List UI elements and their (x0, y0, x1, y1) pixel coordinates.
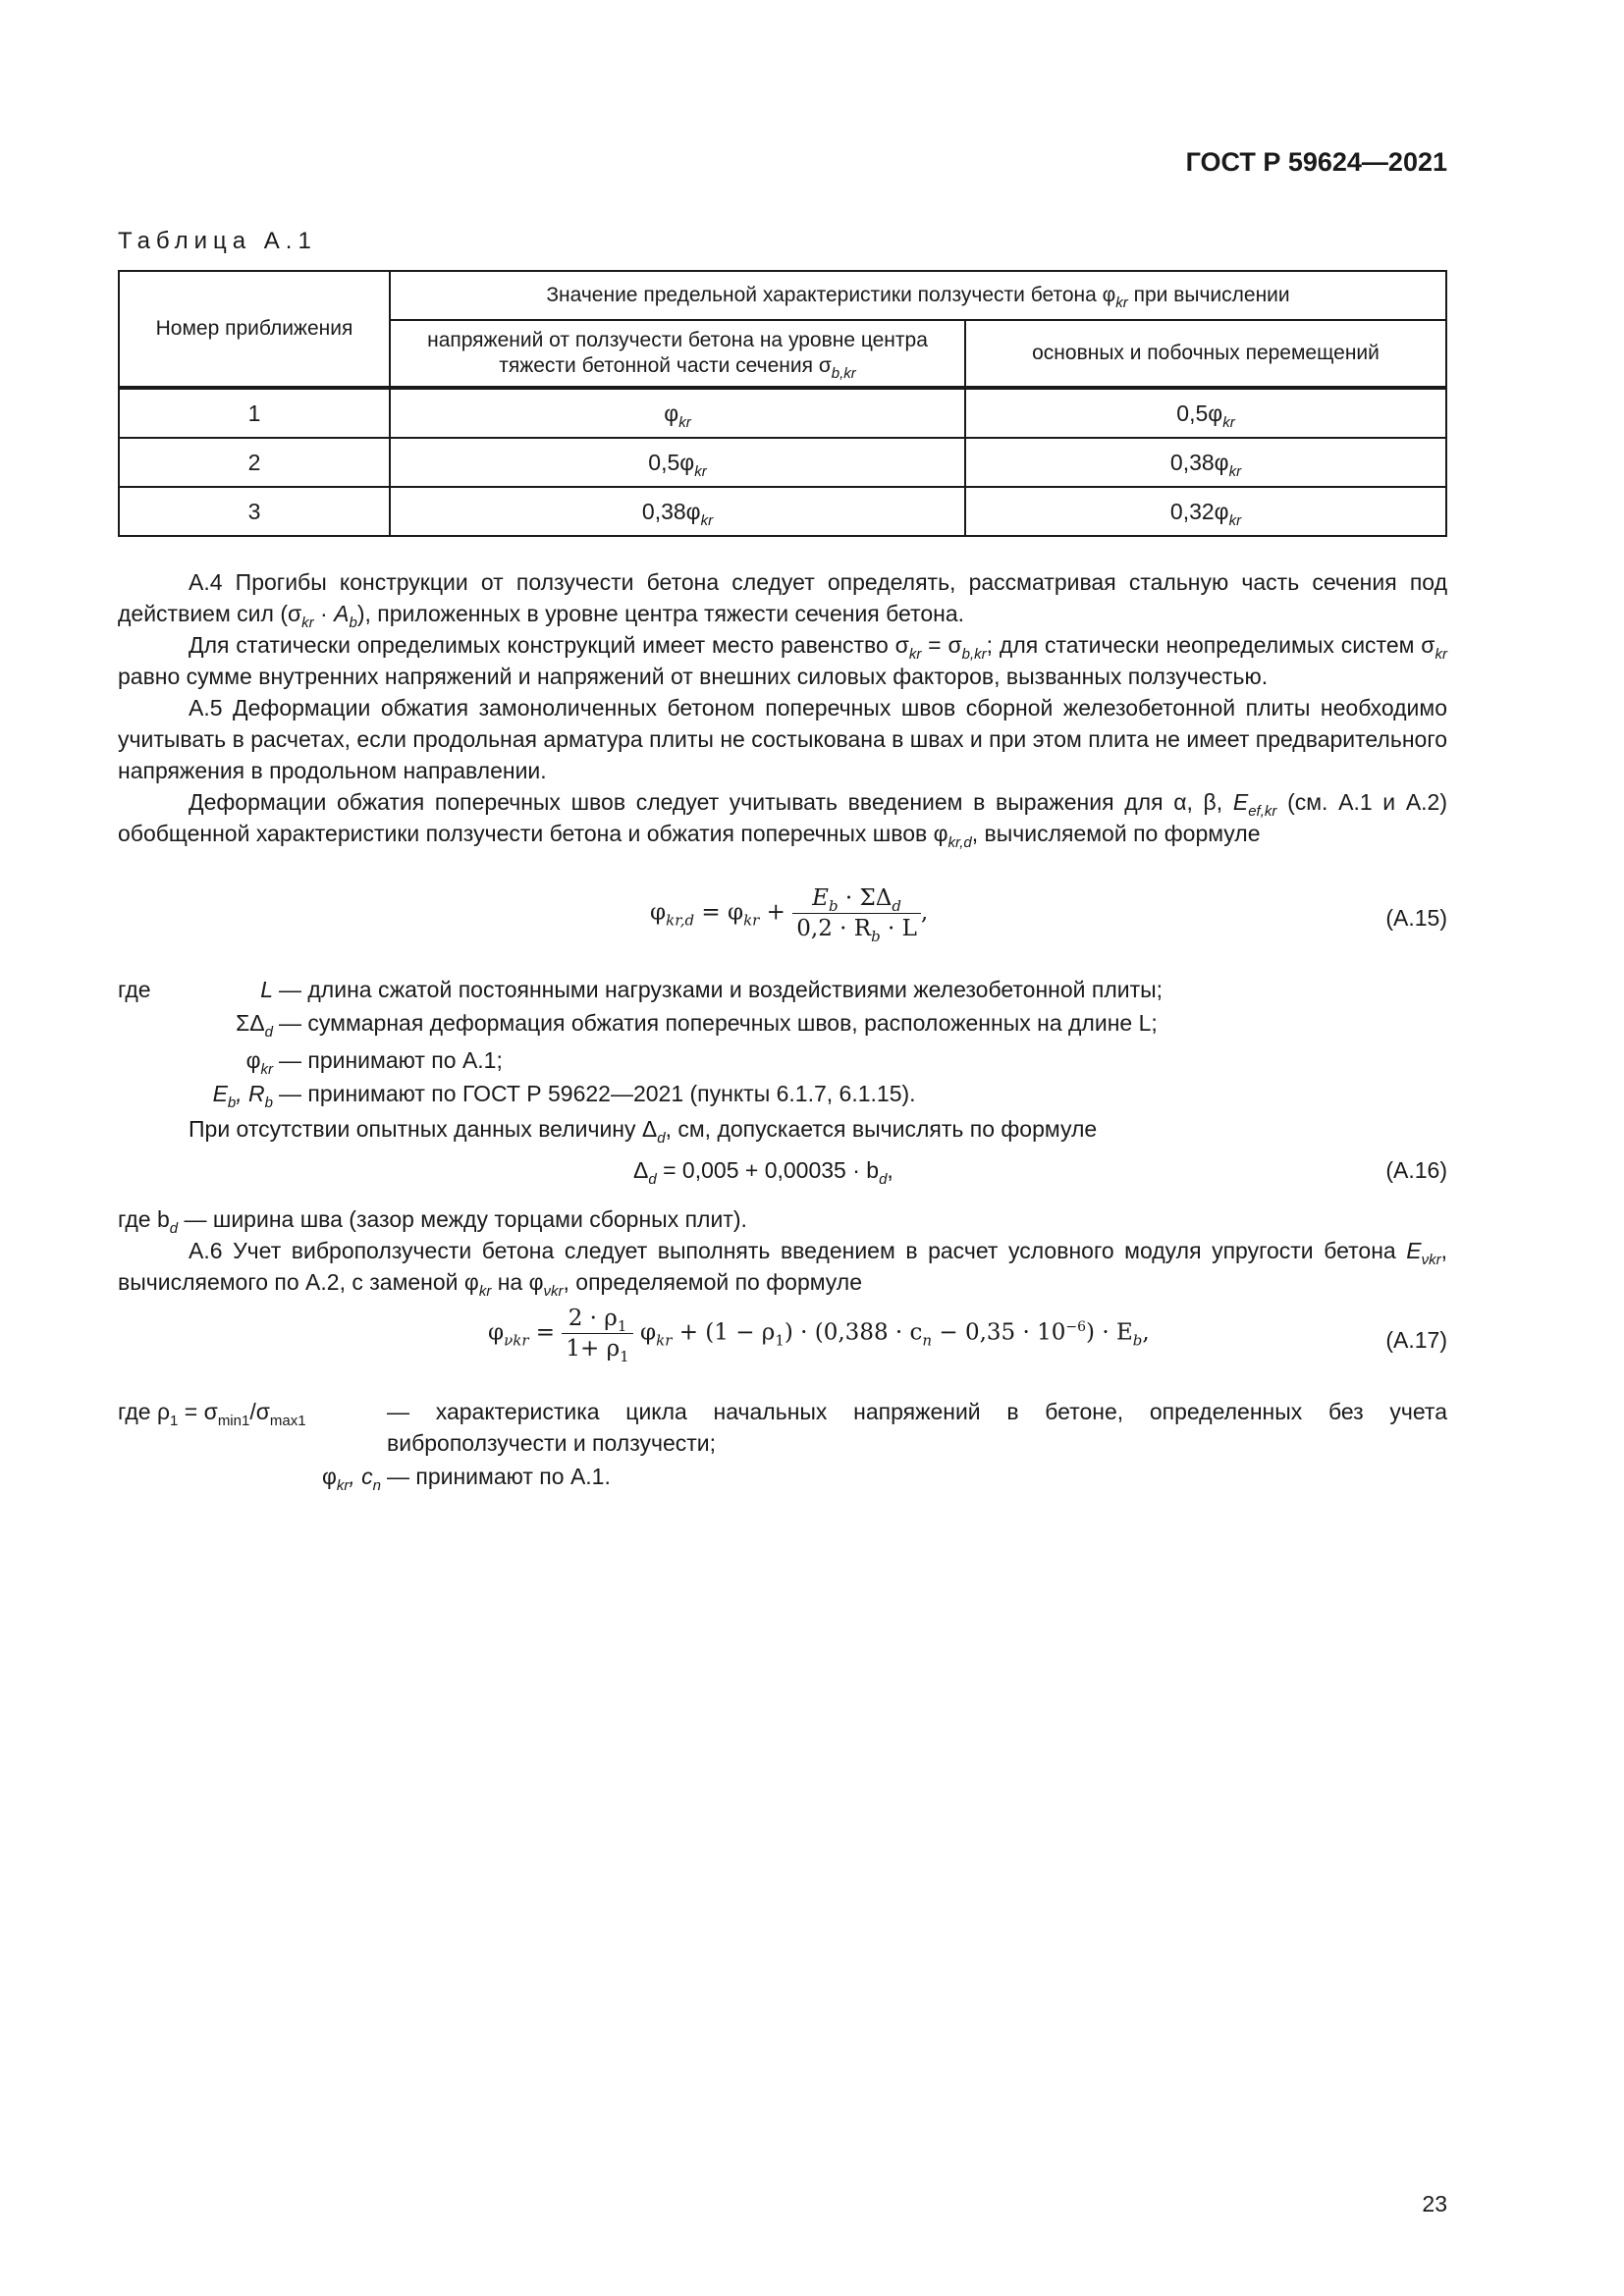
paragraph-a4: А.4 Прогибы конструкции от ползучести бетона следует определять, рассматривая стальную часть сечения под действием сил $(\sigma_{kr} \cdot A_b)$, приложенных в уровне центра тяжести сечения бетона. (118, 569, 1447, 631)
paragraph-a5: А.5 Деформации обжатия замоноличенных бетоном поперечных швов сборной железобетонной плиты необходимо учитывать в расчетах, если продольная арматура плиты не состыкована в швах и при этом плита не имеет предварительного напряжения в продольном направлении. (118, 695, 1447, 783)
col-header-approximation: Номер приближения (119, 271, 390, 388)
def-text-sum-delta: — суммарная деформация обжатия поперечных швов, расположенных на длине L; (279, 1010, 1158, 1036)
def-text-phi-cn: — принимают по А.1. (387, 1464, 611, 1489)
col-header-displacement: основных и побочных перемещений (965, 320, 1446, 388)
col-header-stress: напряжений от ползучести бетона на уровне центра тяжести бетонной части сечения $\sigma_{b,kr}$ (390, 320, 965, 388)
formula-label-a16: (А.16) (1385, 1157, 1447, 1183)
def-b-d: где $b_d$ — ширина шва (зазор между торцами сборных плит). (118, 1206, 747, 1237)
col-group-header: Значение предельной характеристики ползучести бетона $\varphi_{kr}$ при вычислении (390, 271, 1446, 320)
formula-a16: $\Delta_d = 0,005 + 0,00035 \cdot b_d$, (633, 1157, 893, 1188)
fraction-a15: $\frac{E_b \cdot \Sigma\Delta_d}{0,2 \cdot R_b \cdot L}$ (792, 885, 921, 941)
paragraph-a6: А.6 Учет виброползучести бетона следует выполнять введением в расчет условного модуля упругости бетона $E_{\nu kr}$, вычисляемого по А.2, с заменой $\varphi_{kr}$ на $\varphi_{\nu kr}$, определяемой по формуле (118, 1238, 1447, 1300)
table-caption: Таблица А.1 (118, 228, 317, 254)
def-symbol-phi-cn: $\varphi_{kr}$, $c_n$ (321, 1464, 381, 1494)
table-row: 3 $0,38\varphi_{kr}$ $0,32\varphi_{kr}$ (119, 487, 1446, 536)
table-row: 1 $\varphi_{kr}$ $0,5\varphi_{kr}$ (119, 388, 1446, 438)
def-symbol-sum-delta: $\Sigma\Delta_d$ (236, 1010, 273, 1041)
formula-a15: $\varphi_{kr,d} = \varphi_{kr}$ + $\frac{E_b \cdot \Sigma\Delta_d}{0,2 \cdot R_b \cdot L}$ , (650, 885, 929, 945)
def-text-L: — длина сжатой постоянными нагрузками и воздействиями железобетонной плиты; (279, 977, 1164, 1002)
def-symbol-eb-rb: $E_b$, $R_b$ (212, 1081, 273, 1111)
def-symbol-phi: $\varphi_{kr}$ (245, 1047, 273, 1078)
fraction-a17: $\frac{2 \cdot \rho_1}{1+ \rho_1}$ (562, 1306, 632, 1362)
creep-coefficient-table (118, 270, 1447, 537)
def-text-eb-rb: — принимают по ГОСТ Р 59622—2021 (пункты 6.1.7, 6.1.15). (279, 1081, 916, 1106)
formula-a17: $\varphi_{\nu kr}$ = $\frac{2 \cdot \rho_1}{1+ \rho_1}$ $\varphi_{kr} + (1 - \rho_1) \cdot (0,388 \cdot c_n - 0,35 \cdot 10^{-6}) \cdot E_b$, (488, 1306, 1150, 1365)
paragraph-a5-formula-intro: Деформации обжатия поперечных швов следует учитывать введением в выражения для α, β, $E_{ef,kr}$ (см. А.1 и А.2) обобщенной характеристики ползучести бетона и обжатия поперечных швов $\varphi_{kr,d}$, вычисляемой по формуле (118, 789, 1447, 851)
formula-label-a15: (А.15) (1385, 905, 1447, 931)
table-row: 2 $0,5\varphi_{kr}$ $0,38\varphi_{kr}$ (119, 438, 1446, 487)
def-symbol-L: L (260, 977, 273, 1002)
def-symbol-rho: где $\rho_1 = \sigma_{min1}/\sigma_{max1}$ (118, 1399, 306, 1429)
text-block-a6 (118, 1203, 1447, 1298)
where-label: где (118, 977, 151, 1002)
def-text-rho: — характеристика цикла начальных напряжений в бетоне, определенных без учета виброползучести и ползучести; (387, 1399, 1447, 1456)
page-number: 23 (1422, 2191, 1447, 2216)
def-text-phi: — принимают по А.1; (279, 1047, 503, 1073)
document-code: ГОСТ Р 59624—2021 (1185, 147, 1447, 177)
text-block-a4-a5 (118, 566, 1447, 849)
paragraph-delta: При отсутствии опытных данных величину $\Delta_d$, см, допускается вычислять по формуле (189, 1116, 1098, 1147)
paragraph-a4-equality: Для статически определимых конструкций имеет место равенство $\sigma_{kr} = \sigma_{b,kr}$; для статически неопределимых систем $\sigma_{kr}$ равно сумме внутренних напряжений и напряжений от внешних силовых факторов, вызванных ползучестью. (118, 632, 1447, 689)
formula-label-a17: (А.17) (1385, 1327, 1447, 1353)
